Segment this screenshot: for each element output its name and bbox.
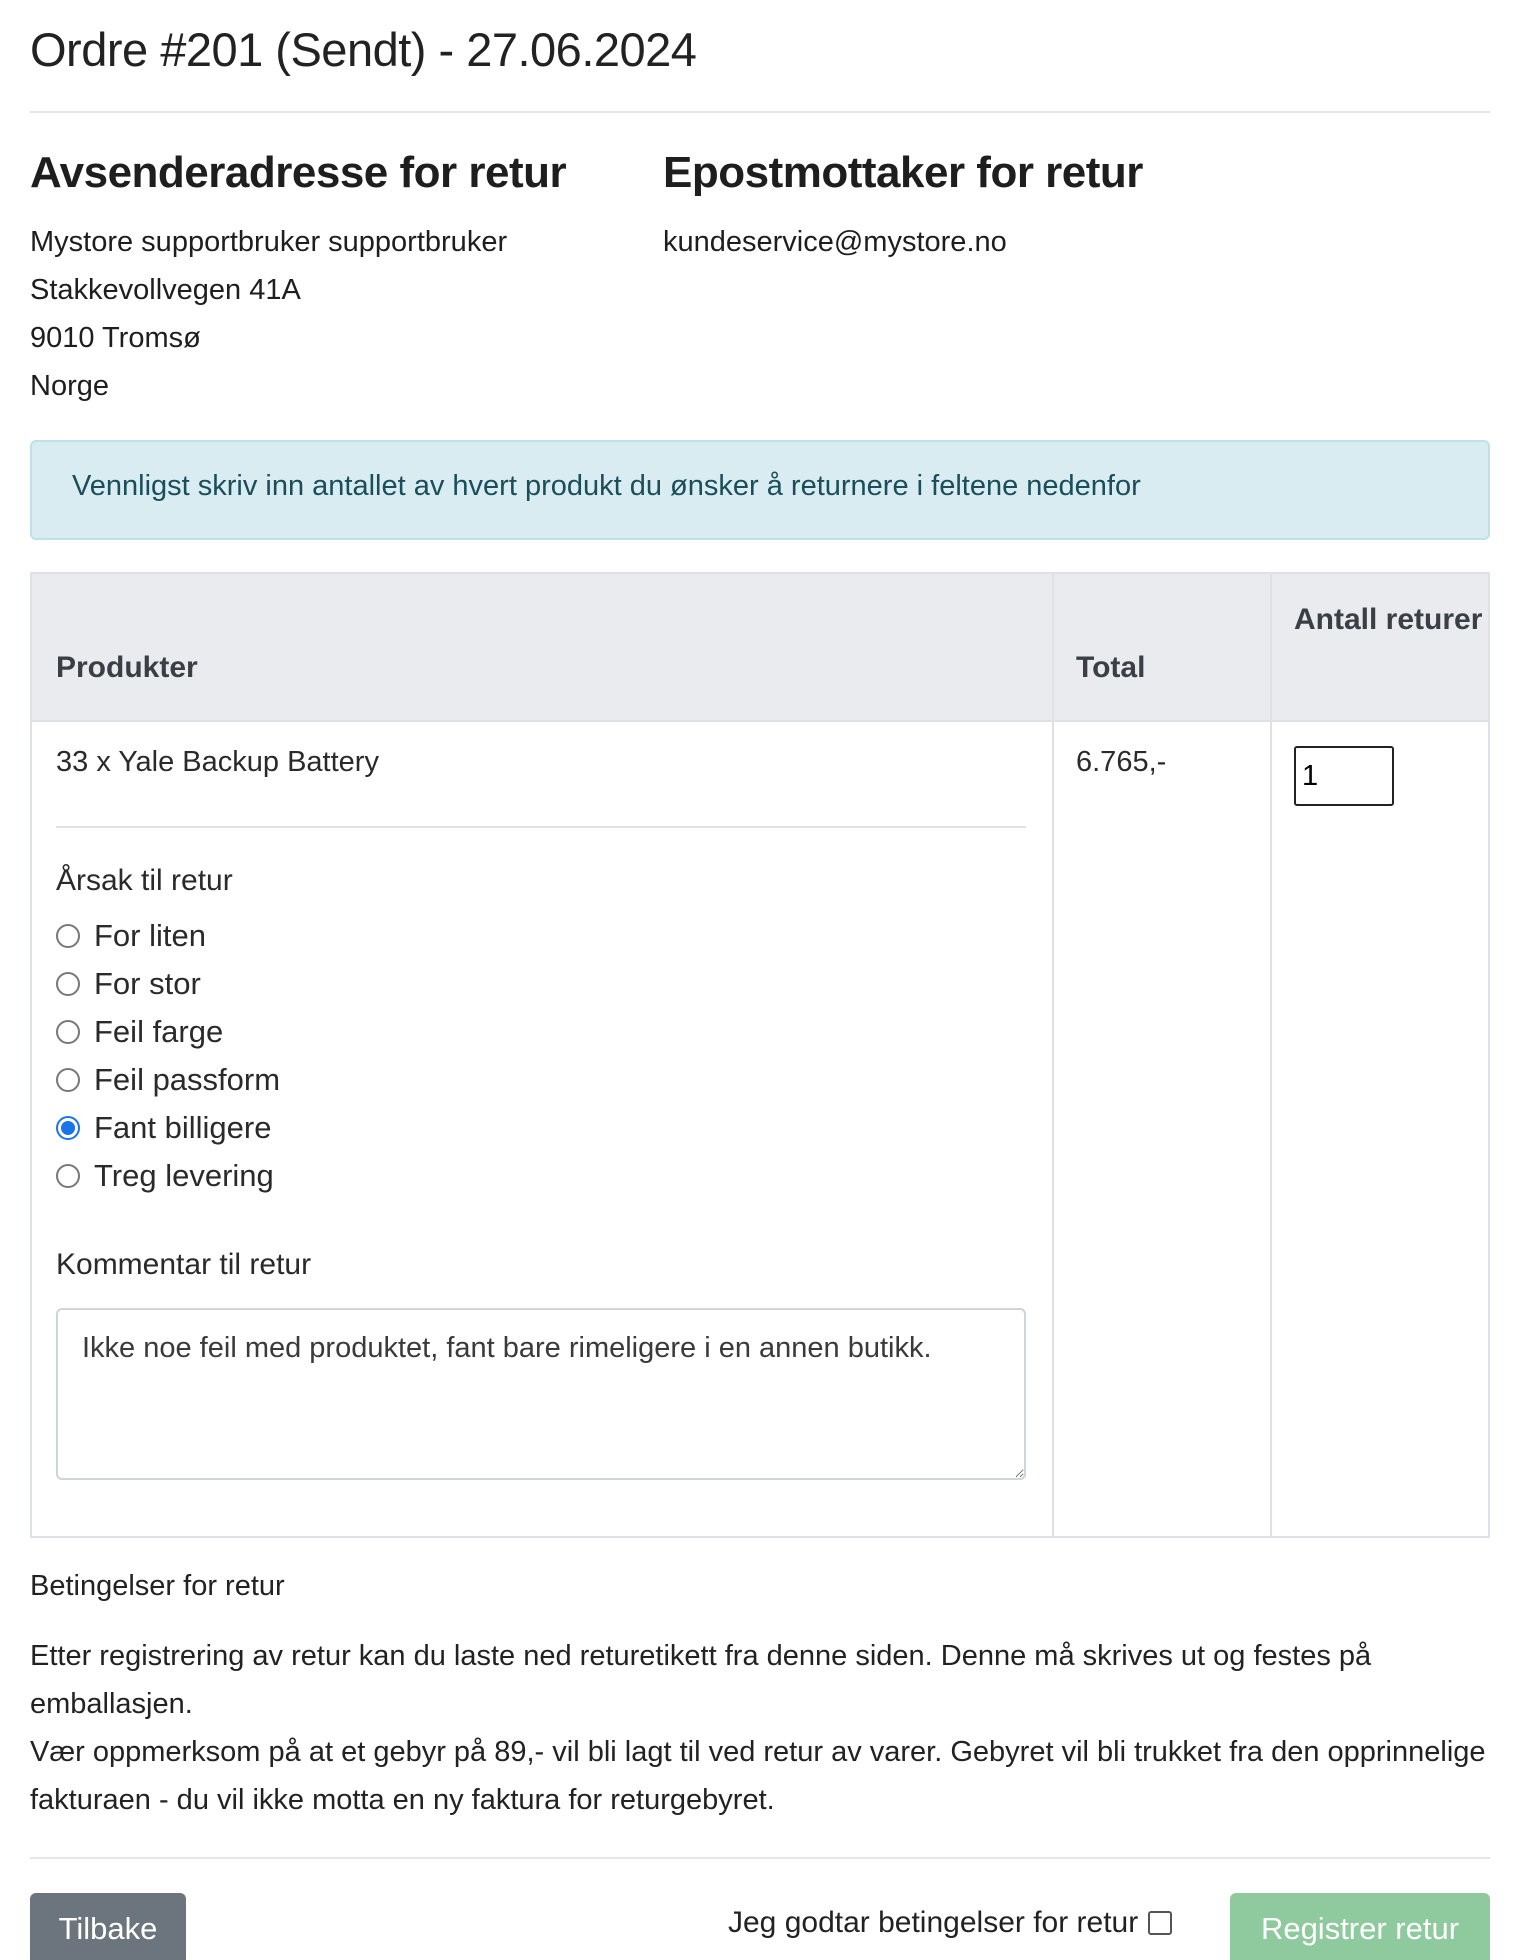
page-title: Ordre #201 (Sendt) - 27.06.2024 [30, 23, 697, 76]
address-line: 9010 Tromsø [30, 322, 201, 354]
address-line: Norge [30, 370, 109, 402]
product-name: 33 x Yale Backup Battery [56, 746, 379, 778]
divider [56, 826, 1026, 828]
return-reason-label: Årsak til retur [56, 864, 233, 897]
reason-option-treg-levering[interactable] [56, 1152, 280, 1200]
divider [30, 111, 1490, 113]
return-quantity-input[interactable] [1294, 746, 1394, 806]
reason-option-for-liten[interactable] [56, 912, 280, 960]
terms-paragraph: Etter registrering av retur kan du laste ned returetikett fra denne siden. Denne må skrives ut og festes på emballasjen. [30, 1640, 1372, 1720]
reason-option-label: Treg levering [94, 1158, 274, 1193]
address-line: Stakkevollvegen 41A [30, 274, 301, 306]
radio-button[interactable] [56, 1164, 80, 1188]
reason-option-label: Feil passform [94, 1062, 281, 1097]
email-recipient-value: kundeservice@mystore.no [663, 226, 1007, 258]
reason-option-label: For liten [94, 918, 206, 953]
divider [30, 1857, 1490, 1859]
accept-terms[interactable] [728, 1906, 1172, 1940]
column-header-products: Produkter [56, 651, 198, 684]
reason-option-for-stor[interactable] [56, 960, 280, 1008]
terms-text [30, 1632, 1490, 1824]
terms-title: Betingelser for retur [30, 1570, 285, 1602]
products-table [30, 572, 1490, 1538]
column-divider [1270, 574, 1272, 1536]
column-divider [1052, 574, 1054, 1536]
reason-option-fant-billigere[interactable] [56, 1104, 280, 1152]
reason-option-label: Feil farge [94, 1014, 224, 1049]
terms-paragraph: Vær oppmerksom på at et gebyr på 89,- vil bli lagt til ved retur av varer. Gebyret vil bli trukket fra den opprinnelige fakturaen - du vil ikke motta en ny faktura for returgebyret. [30, 1736, 1486, 1816]
return-reason-group [56, 912, 280, 1200]
address-line: Mystore supportbruker supportbruker [30, 226, 508, 258]
reason-option-label: Fant billigere [94, 1110, 272, 1145]
accept-terms-checkbox[interactable] [1148, 1911, 1172, 1935]
comment-label: Kommentar til retur [56, 1248, 312, 1281]
register-return-button[interactable]: Registrer retur [1230, 1893, 1490, 1960]
radio-button[interactable] [56, 1020, 80, 1044]
radio-button[interactable] [56, 924, 80, 948]
column-header-total: Total [1076, 651, 1146, 684]
return-address-heading: Avsenderadresse for retur [30, 148, 567, 197]
reason-option-feil-farge[interactable] [56, 1008, 280, 1056]
return-comment-textarea[interactable] [56, 1308, 1026, 1480]
reason-option-feil-passform[interactable] [56, 1056, 280, 1104]
radio-button[interactable] [56, 972, 80, 996]
column-header-returns: Antall returer [1294, 603, 1483, 636]
radio-button-checked[interactable] [56, 1116, 80, 1140]
reason-option-label: For stor [94, 966, 201, 1001]
product-total: 6.765,- [1076, 746, 1167, 778]
accept-terms-label: Jeg godtar betingelser for retur [728, 1906, 1139, 1939]
return-address [30, 218, 507, 410]
back-button[interactable]: Tilbake [30, 1893, 186, 1960]
email-recipient-heading: Epostmottaker for retur [663, 148, 1143, 197]
info-alert: Vennligst skriv inn antallet av hvert produkt du ønsker å returnere i feltene nedenfor [30, 440, 1490, 540]
radio-button[interactable] [56, 1068, 80, 1092]
